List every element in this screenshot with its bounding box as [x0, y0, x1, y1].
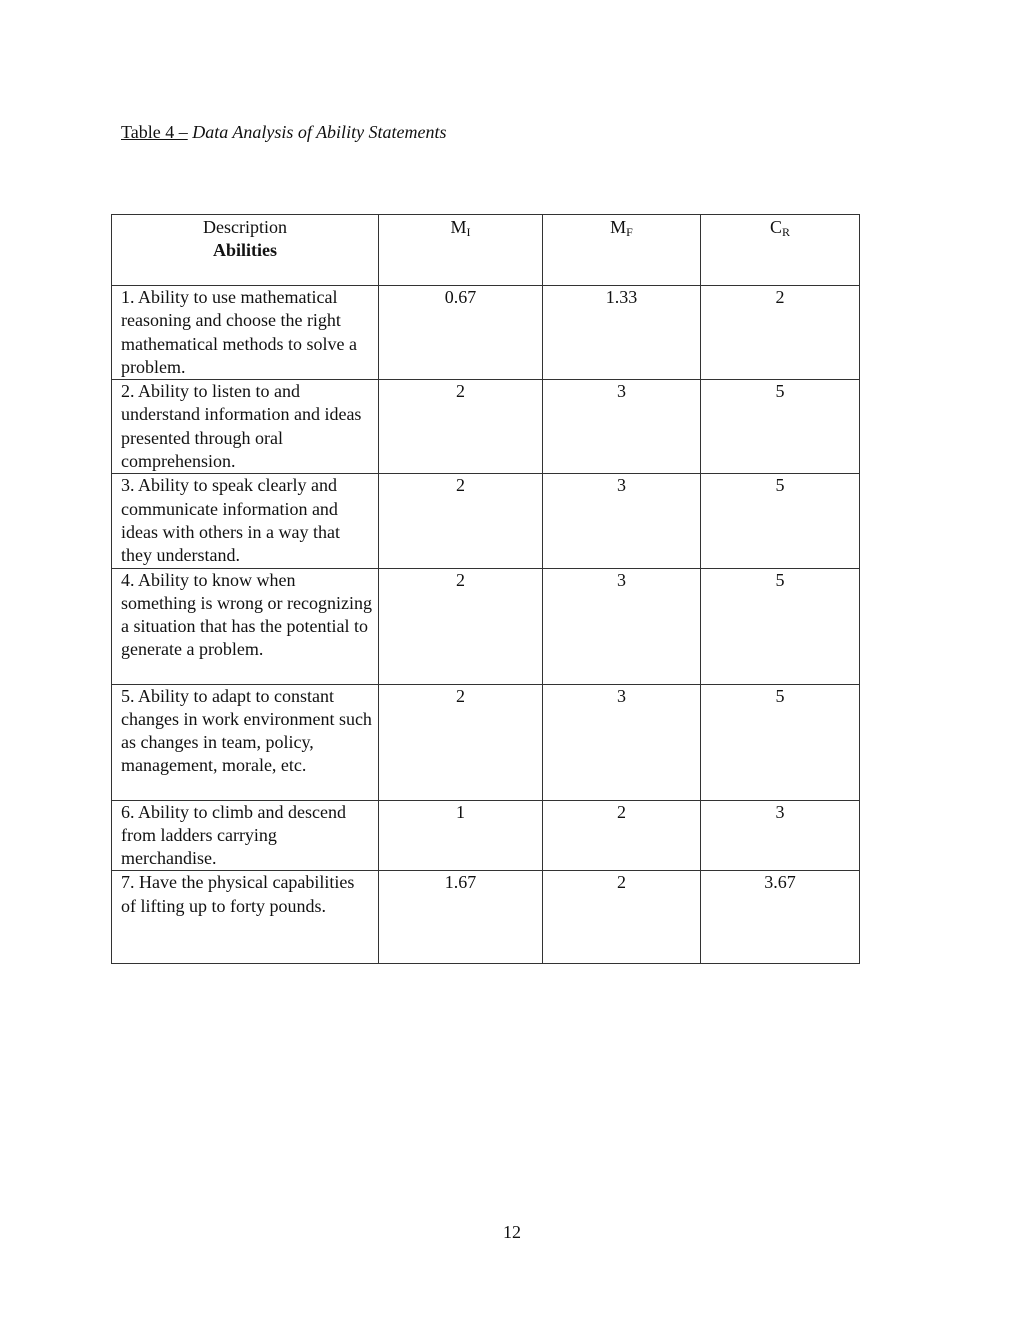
header-description — [112, 215, 379, 286]
row-cr-value: 5 — [701, 380, 860, 474]
header-mi-main: M — [450, 217, 467, 237]
row-cr-value: 3 — [701, 800, 860, 871]
row-mi-value: 2 — [379, 380, 543, 474]
row-mi-value: 2 — [379, 684, 543, 800]
header-mf-main: M — [610, 217, 627, 237]
row-cr-value: 5 — [701, 684, 860, 800]
row-cr-value: 5 — [701, 568, 860, 684]
table-row — [112, 286, 860, 380]
row-description: 7. Have the physical capabilities of lifting up to forty pounds. — [112, 871, 379, 964]
header-mi-sub: I — [466, 225, 471, 239]
table-row — [112, 380, 860, 474]
row-cr-value: 2 — [701, 286, 860, 380]
table-header-row — [112, 215, 860, 286]
row-mf-value: 3 — [543, 568, 701, 684]
table-caption-title: Data Analysis of Ability Statements — [192, 122, 447, 142]
table-row — [112, 474, 860, 568]
row-cr-value: 3.67 — [701, 871, 860, 964]
table-row — [112, 684, 860, 800]
row-mf-value: 3 — [543, 380, 701, 474]
row-description: 3. Ability to speak clearly and communicate information and ideas with others in a way that they understand. — [112, 474, 379, 568]
row-mf-value: 3 — [543, 684, 701, 800]
header-cr-main: C — [769, 217, 782, 237]
table-caption-label: Table 4 – — [121, 122, 188, 142]
row-description: 2. Ability to listen to and understand information and ideas presented through oral comprehension. — [112, 380, 379, 474]
row-mi-value: 1 — [379, 800, 543, 871]
header-cr — [701, 215, 860, 286]
row-description: 5. Ability to adapt to constant changes in work environment such as changes in team, policy, management, morale, etc. — [112, 684, 379, 800]
header-cr-sub: R — [782, 225, 791, 239]
row-mf-value: 2 — [543, 800, 701, 871]
row-mf-value: 2 — [543, 871, 701, 964]
header-mi — [379, 215, 543, 286]
row-description: 6. Ability to climb and descend from ladders carrying merchandise. — [112, 800, 379, 871]
header-mf-sub: F — [626, 225, 633, 239]
page-number: 12 — [503, 1222, 521, 1242]
row-mf-value: 1.33 — [543, 286, 701, 380]
row-mi-value: 1.67 — [379, 871, 543, 964]
row-cr-value: 5 — [701, 474, 860, 568]
row-description: 4. Ability to know when something is wrong or recognizing a situation that has the potential to generate a problem. — [112, 568, 379, 684]
ability-statements-table — [111, 214, 860, 964]
table-row — [112, 800, 860, 871]
header-mf — [543, 215, 701, 286]
header-abilities-label: Abilities — [212, 240, 277, 261]
row-mf-value: 3 — [543, 474, 701, 568]
row-description: 1. Ability to use mathematical reasoning and choose the right mathematical methods to solve a problem. — [112, 286, 379, 380]
row-mi-value: 2 — [379, 568, 543, 684]
table-caption — [121, 121, 447, 143]
table-row — [112, 871, 860, 964]
row-mi-value: 0.67 — [379, 286, 543, 380]
header-description-label: Description — [203, 217, 287, 237]
table-row — [112, 568, 860, 684]
row-mi-value: 2 — [379, 474, 543, 568]
